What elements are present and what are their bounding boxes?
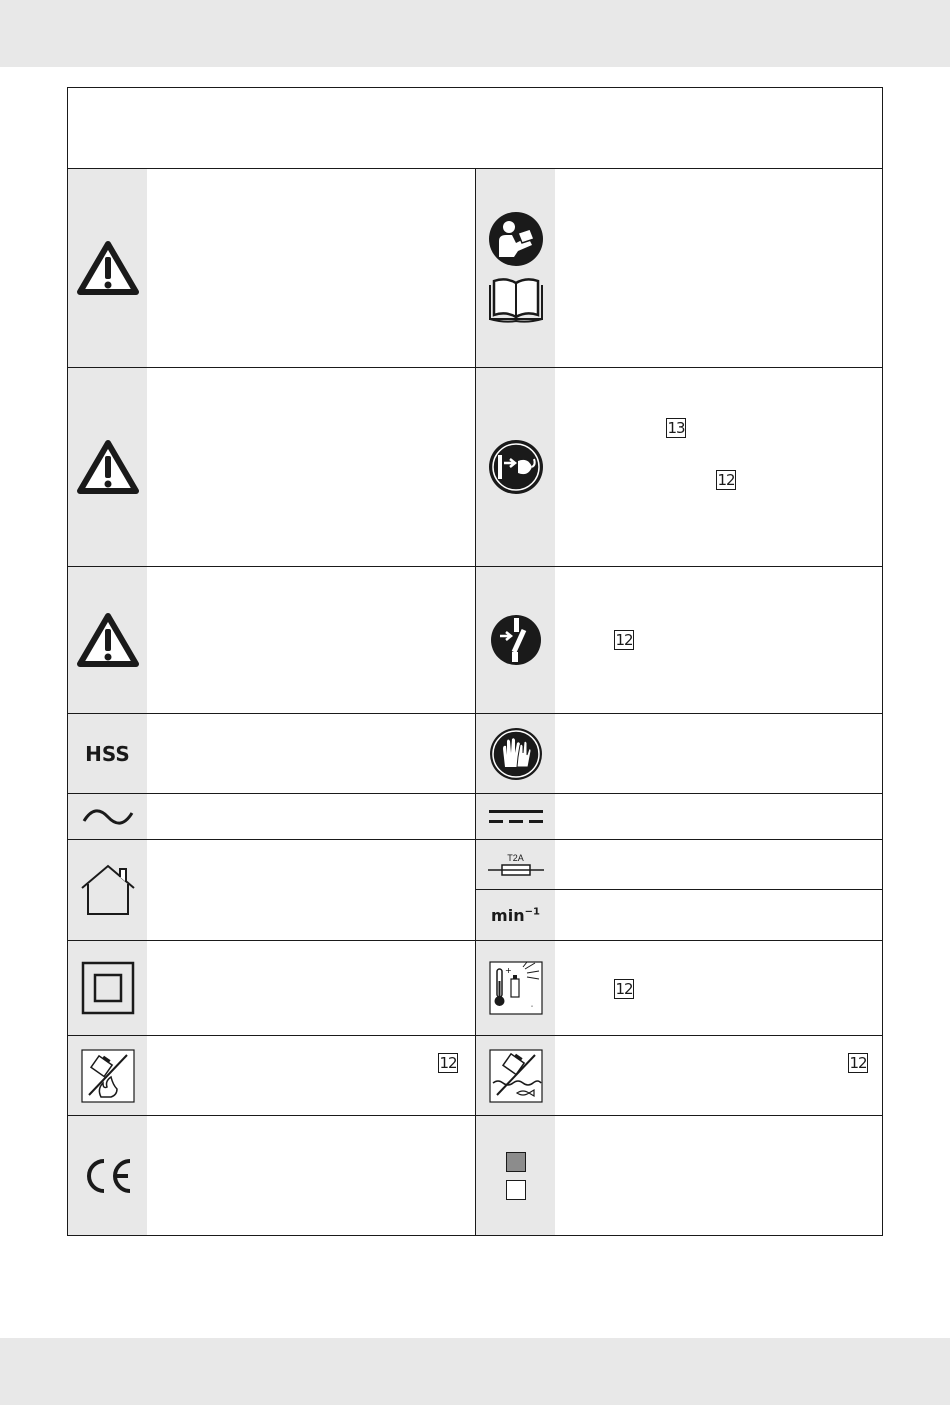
- symbol-cell: [68, 794, 476, 839]
- read-manual-icon: [488, 211, 544, 267]
- symbol-cell: [476, 368, 882, 566]
- symbol-cell: [476, 840, 882, 940]
- double-insulation-icon: [81, 961, 135, 1015]
- bottom-band: [0, 1338, 950, 1405]
- switch-off-icon: [490, 614, 542, 666]
- manual-book-icon: [486, 277, 546, 325]
- indoor-use-icon: [78, 864, 138, 916]
- symbol-cell: [476, 1116, 882, 1235]
- table-header: [68, 88, 882, 169]
- table-row: [68, 840, 882, 941]
- ce-mark-icon: [82, 1157, 134, 1195]
- temperature-sunlight-icon: [489, 961, 543, 1015]
- top-band: [0, 0, 950, 67]
- svg-text:°: °: [530, 1005, 533, 1010]
- alternating-current-icon: [81, 805, 135, 829]
- reference-number-12: 12: [439, 1054, 457, 1072]
- hss-label: HSS: [85, 741, 130, 766]
- reference-number-12: 12: [615, 631, 633, 649]
- symbol-cell: [68, 714, 476, 793]
- reference-number-12: 12: [717, 471, 735, 489]
- reference-number-12: 12: [615, 980, 633, 998]
- reference-number-12: 12: [849, 1054, 867, 1072]
- charge-indicator-white: [506, 1180, 526, 1200]
- symbol-cell: [68, 169, 476, 367]
- rpm-label: $\min^{-1}$: [491, 905, 540, 925]
- battery-no-fire-icon: [81, 1049, 135, 1103]
- table-row: [68, 1036, 882, 1116]
- table-row: [68, 567, 882, 714]
- symbol-cell: [476, 714, 882, 793]
- symbol-cell: [476, 794, 882, 839]
- table-row: [68, 1116, 882, 1235]
- charge-indicator-gray: [506, 1152, 526, 1172]
- symbol-cell: [68, 840, 476, 940]
- fuse-icon: [488, 864, 544, 876]
- symbol-cell: [68, 368, 476, 566]
- fuse-rating-label: T2A: [507, 853, 524, 863]
- symbol-cell: [476, 941, 882, 1035]
- symbol-cell: [68, 1116, 476, 1235]
- unplug-icon: [488, 439, 544, 495]
- symbol-cell: [476, 567, 882, 713]
- direct-current-icon: [488, 807, 544, 827]
- reference-number-13: 13: [667, 419, 685, 437]
- symbol-cell: [68, 567, 476, 713]
- protective-gloves-icon: [489, 727, 543, 781]
- table-row: [68, 714, 882, 794]
- warning-triangle-icon: [76, 240, 140, 296]
- table-row: [68, 941, 882, 1036]
- battery-no-water-icon: [489, 1049, 543, 1103]
- table-row: [68, 368, 882, 567]
- symbol-cell: [476, 169, 882, 367]
- symbol-cell: [476, 1036, 882, 1115]
- table-row: [68, 169, 882, 368]
- symbol-cell: [68, 1036, 476, 1115]
- symbols-table: [67, 87, 883, 1236]
- table-row: [68, 794, 882, 840]
- svg-text:+: +: [504, 966, 512, 975]
- warning-triangle-icon: [76, 439, 140, 495]
- symbol-cell: [68, 941, 476, 1035]
- warning-triangle-icon: [76, 612, 140, 668]
